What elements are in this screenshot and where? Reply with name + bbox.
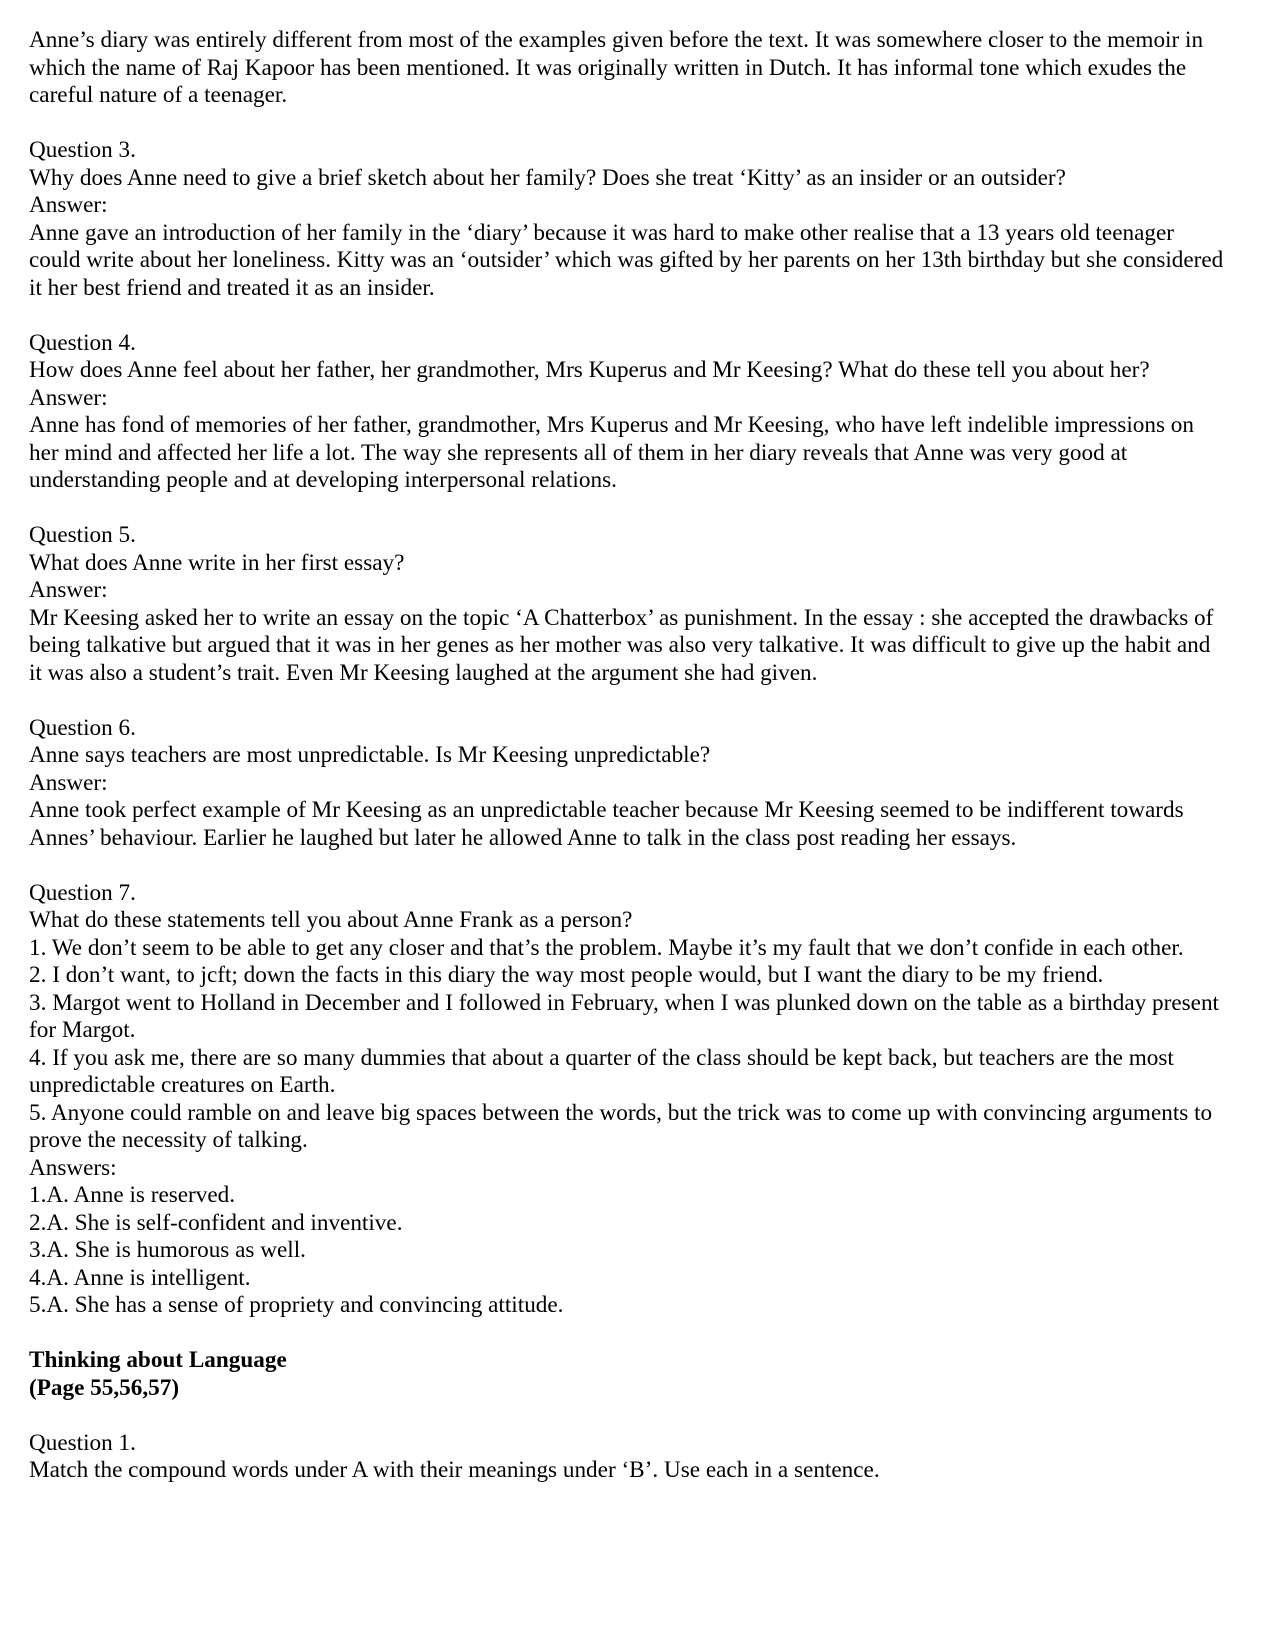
- answer-item: 4.A. Anne is intelligent.: [29, 1264, 251, 1291]
- statement-item: 4. If you ask me, there are so many dummies that about a quarter of the class should be kept back, but teachers are the most unpredictable creatures on Earth.: [29, 1044, 1174, 1098]
- question-block-5: [29, 522, 1229, 687]
- answer-item: 3.A. She is humorous as well.: [29, 1237, 306, 1263]
- answer-text: Anne took perfect example of Mr Keesing as an unpredictable teacher because Mr Keesing seemed to be indifferent towards Annes’ behaviour. Earlier he laughed but later he allowed Anne to talk in the class post reading her essays.: [29, 797, 1184, 851]
- question-text: Match the compound words under A with their meanings under ‘B’. Use each in a sentence.: [29, 1457, 880, 1483]
- question-label: Question 5.: [29, 522, 136, 548]
- question-block-7: [29, 880, 1229, 1320]
- answer-label: Answer:: [29, 192, 108, 218]
- question-label: Question 6.: [29, 714, 136, 741]
- statement-item: 5. Anyone could ramble on and leave big spaces between the words, but the trick was to come up with convincing arguments to prove the necessity of talking.: [29, 1099, 1213, 1153]
- answer-text: Anne gave an introduction of her family in the ‘diary’ because it was hard to make other realise that a 13 years old teenager could write about her loneliness. Kitty was an ‘outsider’ which was gifted by her parents on her 13th birthday but she considered it her best friend and treated it as an insider.: [29, 219, 1224, 301]
- question-block-6: [29, 715, 1229, 853]
- question-text: Anne says teachers are most unpredictable. Is Mr Keesing unpredictable?: [29, 742, 711, 768]
- answer-text: Mr Keesing asked her to write an essay on the topic ‘A Chatterbox’ as punishment. In the essay : she accepted the drawbacks of being talkative but argued that it was in her genes as her mother was also very talkative. It was difficult to give up the habit and it was also a student’s trait. Even Mr Keesing laughed at the argument she had given.: [29, 604, 1214, 686]
- section-title: Thinking about Language: [29, 1347, 287, 1373]
- question-label: Question 3.: [29, 137, 136, 163]
- answers-label: Answers:: [29, 1154, 117, 1181]
- section-heading: [29, 1347, 1229, 1402]
- question-text: What does Anne write in her first essay?: [29, 549, 405, 576]
- intro-paragraph: Anne’s diary was entirely different from most of the examples given before the text. It was somewhere closer to the memoir in which the name of Raj Kapoor has been mentioned. It was originally written in Dutch. It has informal tone which exudes the careful nature of a teenager.: [29, 27, 1204, 108]
- question-label: Question 4.: [29, 329, 136, 356]
- section-pages: (Page 55,56,57): [29, 1374, 180, 1401]
- statement-item: 3. Margot went to Holland in December and I followed in February, when I was plunked down on the table as a birthday present for Margot.: [29, 989, 1219, 1043]
- question-label: Question 1.: [29, 1429, 136, 1456]
- language-question-block-1: [29, 1430, 1229, 1485]
- statement-item: 2. I don’t want, to jcft; down the facts in this diary the way most people would, but I want the diary to be my friend.: [29, 962, 1104, 988]
- question-block-4: [29, 330, 1229, 495]
- statement-item: 1. We don’t seem to be able to get any closer and that’s the problem. Maybe it’s my fault that we don’t confide in each other.: [29, 934, 1184, 961]
- answer-item: 2.A. She is self-confident and inventive.: [29, 1209, 403, 1236]
- answer-item: 5.A. She has a sense of propriety and convincing attitude.: [29, 1292, 564, 1318]
- answer-label: Answer:: [29, 769, 108, 796]
- answer-text: Anne has fond of memories of her father, grandmother, Mrs Kuperus and Mr Keesing, who have left indelible impressions on her mind and affected her life a lot. The way she represents all of them in her diary reveals that Anne was very good at understanding people and at developing interpersonal relations.: [29, 412, 1194, 493]
- answer-label: Answer:: [29, 577, 108, 603]
- question-text: What do these statements tell you about Anne Frank as a person?: [29, 907, 633, 933]
- question-label: Question 7.: [29, 879, 136, 906]
- question-text: Why does Anne need to give a brief sketch about her family? Does she treat ‘Kitty’ as an insider or an outsider?: [29, 164, 1066, 191]
- answer-item: 1.A. Anne is reserved.: [29, 1182, 236, 1208]
- answer-label: Answer:: [29, 384, 108, 411]
- document-page: [29, 27, 1229, 1512]
- question-block-3: [29, 137, 1229, 302]
- question-text: How does Anne feel about her father, her grandmother, Mrs Kuperus and Mr Keesing? What do these tell you about her?: [29, 357, 1150, 383]
